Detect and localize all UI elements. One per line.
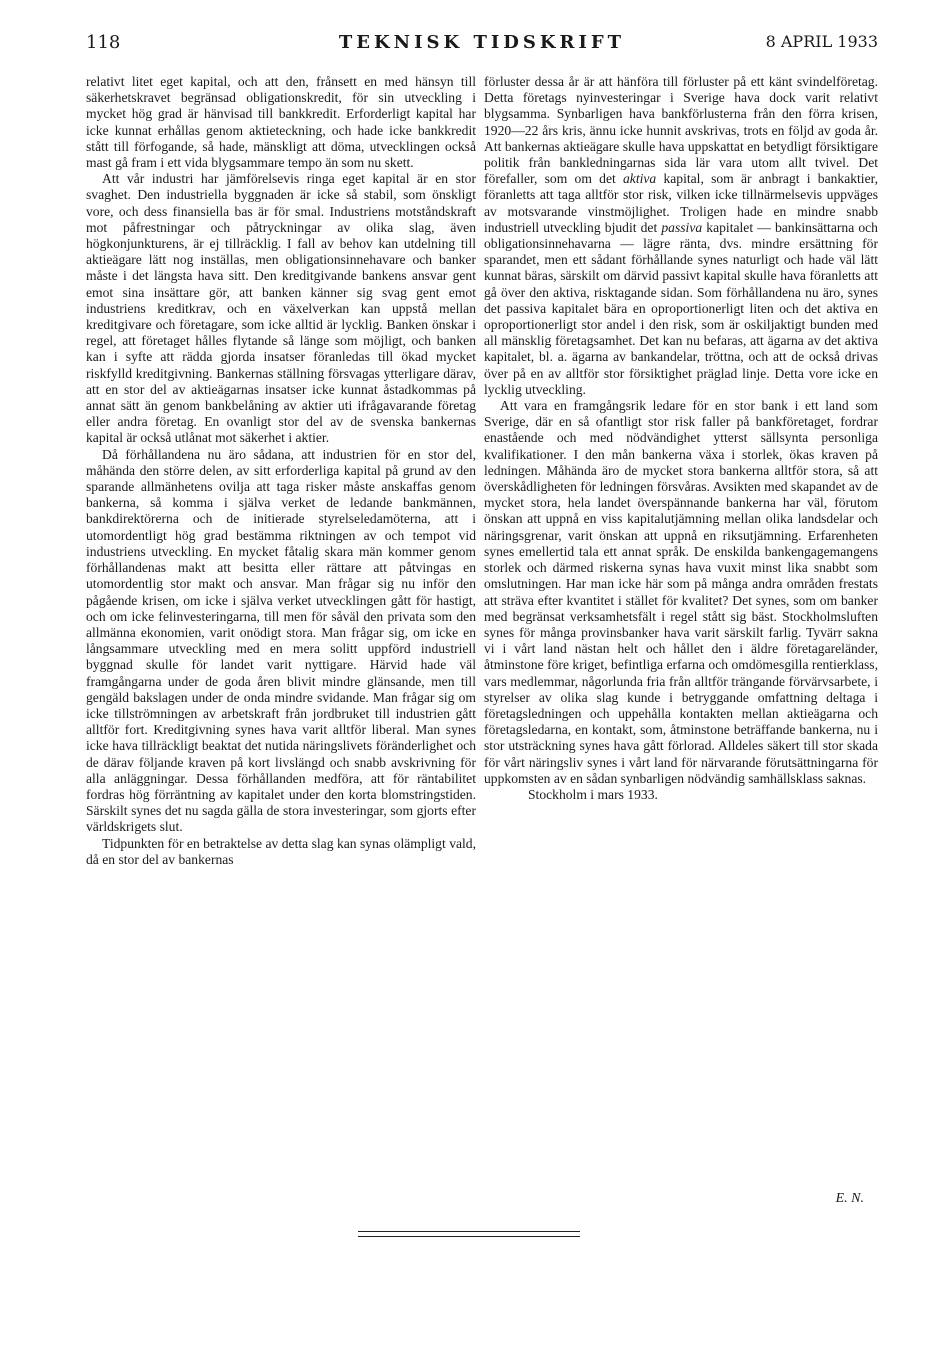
text-run: kapital, som är anbragt i bankaktier, föranletts att taga alltför stor risk, vilken icke tillnärmelsevis uppväges av motsvarande vinstmöjlighet. Troligen hade en mindre snabb industriell utveckling bjudit det <box>484 171 878 235</box>
text-run: förluster dessa år är att hänföra till förluster på ett känt svindelföretag. Detta företags nyinvesteringar i Sverige hava dock varit relativt blygsamma. Synbarligen hava bankförlusterna från den förra krisen, 1920—22 års kris, ännu icke hunnit avskrivas, trots en följd av goda år. Att bankernas aktieägare skulle hava uppskattat en betydligt försiktigare politik från bankledningarnas sida lär vara utom allt tvivel. Det förefaller, som om det <box>484 74 878 187</box>
right-column <box>484 74 878 803</box>
paragraph <box>484 74 878 398</box>
emphasis-passiva: passiva <box>661 219 703 235</box>
place-date: Stockholm i mars 1933. <box>528 786 658 802</box>
paragraph: Då förhållandena nu äro sådana, att industrien för en stor del, måhända den större delen, av sitt erforderliga kapital på grund av den sparande allmänhetens ovilja att taga risker måste anskaffas genom bankerna, så komma i själva verket de ledande bankmännen, bankdirektörerna och de initierade styrelseledamöterna, att i utomordentligt hög grad bestämma riktningen av och tempot vid industriens utveckling. En mycket fåtalig skara män kommer genom förhållandenas makt att besitta eller rättare att påtvingas en utomordentlig stor makt och ansvar. Man frågar sig nu inför den pågående krisen, om icke i själva verket utvecklingen gått för hastigt, och om icke felinvesteringarna, till men för såväl den privata som den allmänna ekonomien, varit onödigt stora. Man frågar sig, om icke en långsammare utveckling med en mera solitt uppförd industriell byggnad skulle för landet varit nyttigare. Härvid hade väl framgångarna under de goda åren blivit mindre glänsande, men till gengäld bakslagen under de onda mindre svidande. Man frågar sig om icke tillströmningen av arbetskraft från jordbruket till industrien gått alltför fort. Kreditgivning synes hava varit alltför liberal. Man synes icke hava tillräckligt beaktat det nutida näringslivets föränderlighet och de därav följande kraven på kort livslängd och snabb avskrivning för alla anläggningar. Dessa förhållanden medföra, att för räntabilitet fordras hög förräntning av kapitalet under den korta blomstringstiden. Särskilt synes det nu sagda gälla de stora investeringar, som gjorts efter världskrigets slut. <box>86 446 476 835</box>
paragraph: Att vår industri har jämförelsevis ringa eget kapital är en stor svaghet. Den industriella byggnaden är icke så stabil, som önskligt vore, och dess finansiella bas är för smal. Industriens motståndskraft mot påfrestningar och påtryckningar av olika slag, även högkonjunkturens, är ej tillräcklig. I fall av behov kan utdelning till aktieägare lätt nog inställas, men obligationsinnehavare och banker måste i det längsta hava sitt. Den kreditgivande bankens ansvar gent emot sina insättare gör, att banken känner sig svag gent emot industriens kreditkrav, och en växelverkan kan uppstå mellan kreditgivare och företagare, som icke alltid är lycklig. Banken önskar i regel, att företaget hålles flytande så länge som möjligt, och banken kan i syfte att rädda gjorda insatser föranledas till ökad mycket riskfylld kreditgivning. Bankernas ställning försvagas ytterligare därav, att en stor del av aktieägarnas insatser icke kunnat åstadkommas på annat sätt än genom bankbelåning av aktier uti ifrågavarande företag eller andra företag. En ovanligt stor del av de svenska bankernas kapital är också utlånat mot säkerhet i aktier. <box>86 171 476 446</box>
end-rule <box>358 1231 580 1232</box>
author-signature: E. N. <box>835 1191 864 1206</box>
page-number: 118 <box>86 32 121 53</box>
end-rule <box>358 1236 580 1237</box>
paragraph: Tidpunkten för en betraktelse av detta slag kan synas olämpligt vald, då en stor del av bankernas <box>86 835 476 867</box>
issue-date: 8 APRIL 1933 <box>765 32 878 51</box>
paragraph: Att vara en framgångsrik ledare för en stor bank i ett land som Sverige, där en så ofantligt stor risk faller på bankföretaget, fordrar enastående och med nödvändighet ytterst sällsynta personliga kvalifikationer. I den mån bankerna växa i storlek, ökas kraven på ledningen. Måhända äro de mycket stora bankerna alltför stora, så att överskådligheten för ledningen försvåras. Avsikten med skapandet av de mycket stora, hela landet överspännande bankerna har väl, förutom önskan att uppnå en viss kapitalutjämning mellan olika landsdelar och näringsgrenar, varit önskan att uppnå en riksutjämning. Erfarenheten synes emellertid tala ett annat språk. De enskilda bankengagemangens storlek och därmed riskerna synas hava vuxit minst lika snabbt som omslutningen. Har man icke här som på många andra områden frestats att sträva efter kvantitet i stället för kvalitet? Det synes, som om banker med begränsat verksamhetsfält i regel stått sig bäst. Stockholmsluften synes för många provinsbanker hava varit särskilt farlig. Tyvärr sakna vi i vårt land nästan helt och hållet den i äldre företagareländer, åtminstone före kriget, befintliga erfarna och omdömesgilla rentierklass, vars medlemmar, någorlunda fria från alltför trängande förvärvsarbete, i styrelser av olika slag kunde i betryggande omfattning deltaga i företagsledningen och uppehålla kontakten mellan aktieägarna och företagsledarna, en kontakt, som, åtminstone beträffande bankerna, nu i stor utsträckning synes hava gått förlorad. Alldeles säkert till stor skada för vårt näringsliv synes i vårt land för närvarande förutsättningarna för uppkomsten av en sådan synbarligen nödvändig samhällsklass saknas. <box>484 398 878 786</box>
page-header <box>86 32 878 58</box>
emphasis-aktiva: aktiva <box>623 171 657 187</box>
left-column <box>86 74 476 868</box>
journal-title: TEKNISK TIDSKRIFT <box>338 32 626 53</box>
text-run: kapitalet — bankinsättarna och obligationsinnehavarna — lägre ränta, dvs. mindre ersättning för sparandet, men ett sådant förhållande synes naturligt och hade väl lätt kunnat bäras, särskilt om därvid passivt kapital skulle hava föranletts att gå över den aktiva, risktagande sidan. Som förhållandena nu äro, synes det passiva kapitalet bära en oproportionerligt liten och det aktiva en oproportionerligt stor andel i den risk, som är oskiljaktigt bunden med all mänsklig företagsamhet. Det kan nu befaras, att ägarna av det aktiva kapitalet, bl. a. ägarna av bankandelar, tröttna, och att de också drivas över på en av alltför stor försiktighet präglad linje. Detta vore icke en lycklig utveckling. <box>484 219 878 397</box>
paragraph: relativt litet eget kapital, och att den, frånsett en med hänsyn till säkerhetskravet begränsad obligationskredit, för sin utveckling i mycket hög grad är hänvisad till bankkredit. Erforderligt kapital har icke kunnat erhållas genom aktieteckning, och hade icke bankkredit stått till förfogande, så hade, mänskligt att döma, utvecklingen också mast gå fram i ett vida blygsammare tempo än som nu skett. <box>86 74 476 171</box>
